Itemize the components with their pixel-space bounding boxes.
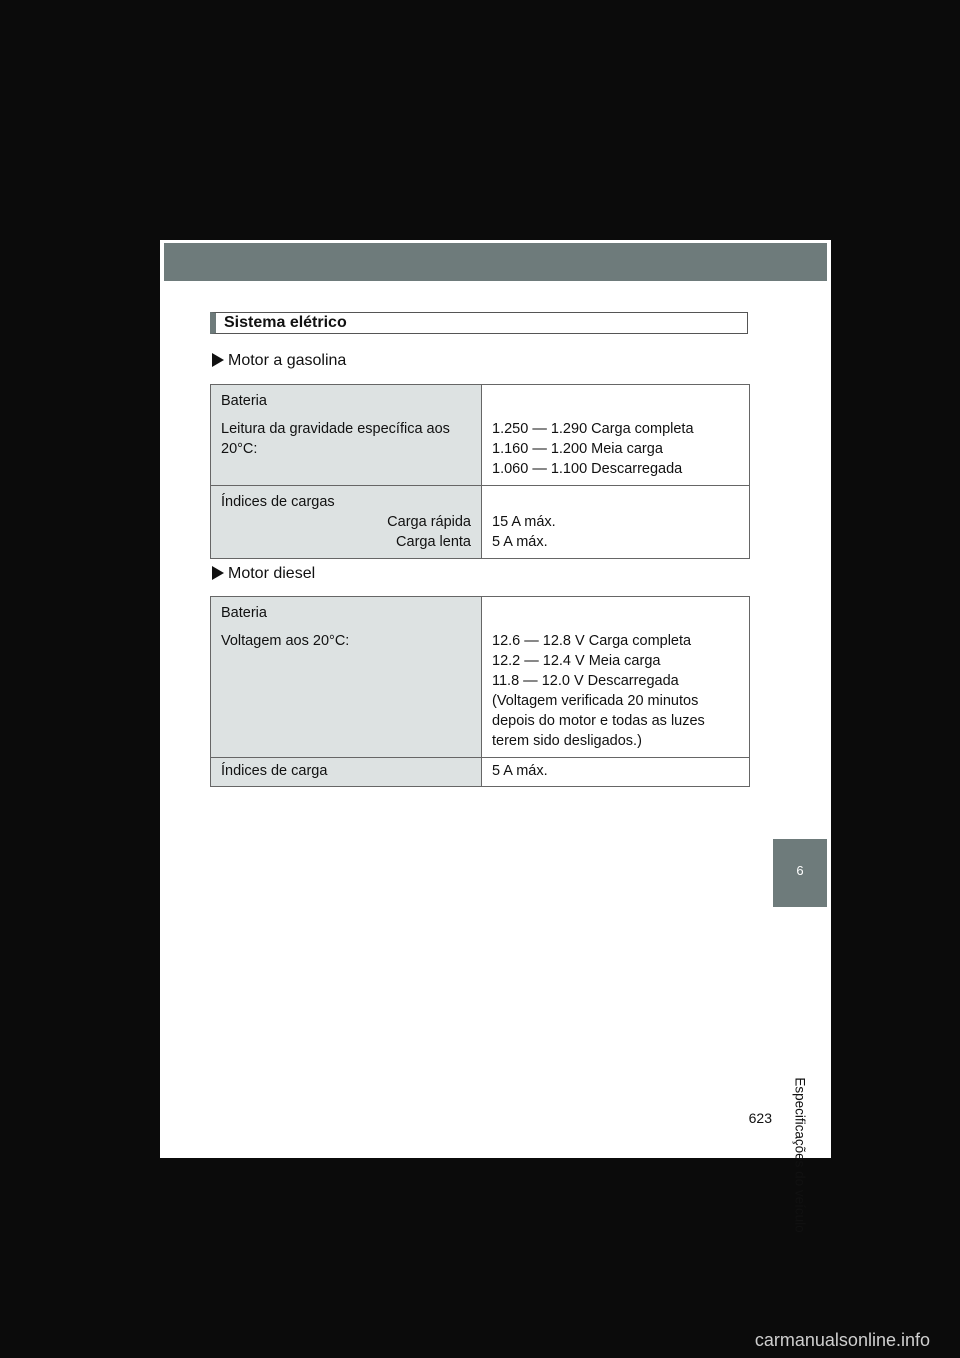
value-cell: [482, 486, 750, 559]
voltage-value-discharged: 11.8 — 12.0 V Descarregada: [492, 673, 679, 689]
value-cell: [482, 385, 750, 486]
label-cell: [211, 597, 482, 758]
chapter-number: 6: [796, 863, 804, 878]
gravity-label: Leitura da gravidade específica aos 20°C:: [221, 421, 450, 457]
page-number: 623: [748, 1110, 772, 1126]
voltage-note-line3: terem sido desligados.): [492, 733, 642, 749]
page-header-band: [164, 243, 827, 281]
value-cell: [482, 597, 750, 758]
diesel-spec-table: [210, 596, 750, 787]
fast-charge-label: Carga rápida: [387, 514, 471, 530]
battery-label: Bateria: [221, 605, 267, 621]
slow-charge-label: Carga lenta: [396, 534, 471, 550]
chapter-label-text: Especificações do veículo: [792, 1077, 808, 1233]
value-cell: [482, 758, 750, 787]
chapter-tab[interactable]: [773, 839, 827, 907]
table-row: [211, 758, 750, 787]
fast-charge-value: 15 A máx.: [492, 514, 556, 530]
gravity-value-half: 1.160 — 1.200 Meia carga: [492, 441, 663, 457]
triangle-bullet-icon: [212, 353, 224, 367]
gravity-value-full: 1.250 — 1.290 Carga completa: [492, 421, 694, 437]
table-row: [211, 486, 750, 559]
gravity-value-discharged: 1.060 — 1.100 Descarregada: [492, 461, 683, 477]
watermark: carmanualsonline.info: [754, 1330, 930, 1350]
label-cell: [211, 758, 482, 787]
label-cell: [211, 385, 482, 486]
label-cell: [211, 486, 482, 559]
diesel-heading-text: Motor diesel: [228, 565, 316, 582]
table-row: [211, 597, 750, 758]
charge-rates-label: Índices de cargas: [221, 494, 335, 510]
gasoline-spec-table: [210, 384, 750, 559]
table-row: [211, 385, 750, 486]
gasoline-heading-text: Motor a gasolina: [228, 352, 347, 369]
charge-rate-value: 5 A máx.: [492, 763, 548, 779]
slow-charge-value: 5 A máx.: [492, 534, 548, 550]
voltage-note-line1: (Voltagem verificada 20 minutos: [492, 693, 699, 709]
gasoline-heading: [212, 352, 346, 370]
charge-rate-label: Índices de carga: [221, 763, 328, 779]
battery-label: Bateria: [221, 393, 267, 409]
voltage-label: Voltagem aos 20°C:: [221, 633, 350, 649]
section-title: Sistema elétrico: [210, 312, 748, 334]
voltage-value-half: 12.2 — 12.4 V Meia carga: [492, 653, 661, 669]
triangle-bullet-icon: [212, 566, 224, 580]
manual-page: [160, 240, 831, 1233]
diesel-heading: [212, 565, 315, 583]
voltage-note-line2: depois do motor e todas as luzes: [492, 713, 705, 729]
voltage-value-full: 12.6 — 12.8 V Carga completa: [492, 633, 692, 649]
